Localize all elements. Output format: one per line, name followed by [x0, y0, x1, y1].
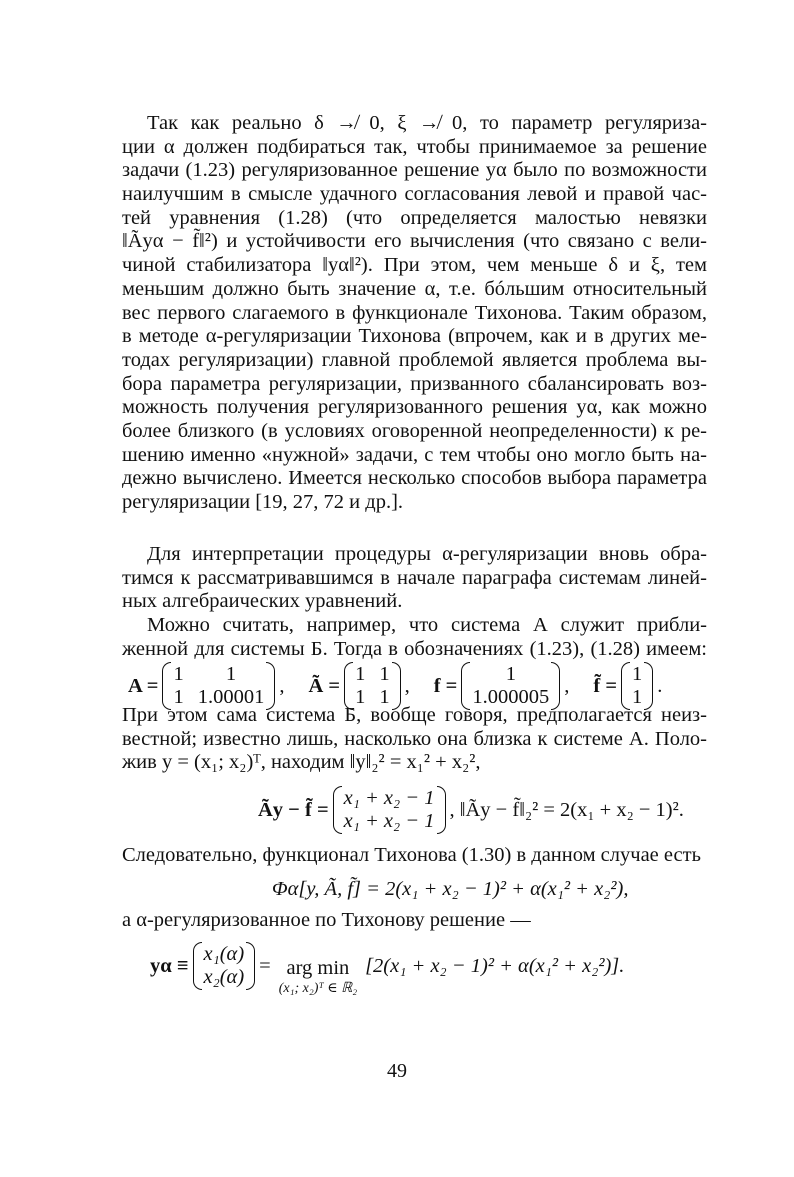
text-line: в методе α-регуляризации Тихонова (впрочем, как и в других ме-: [122, 325, 707, 348]
text-line: тей уравнения (1.28) (что определяется малостью невязки: [122, 206, 707, 229]
text-line: женной для системы Б. Тогда в обозначениях (1.23), (1.28) имеем:: [122, 637, 707, 660]
period: .: [657, 674, 663, 697]
residual-lhs: Ãy − f̃ =: [258, 798, 329, 821]
cell: 1: [173, 663, 184, 685]
cell: 1: [632, 663, 643, 685]
vector-f-tilde: [621, 662, 653, 710]
argmin: arg min: [286, 957, 350, 979]
comma: ,: [279, 674, 285, 697]
text-line: ции α должен подбираться так, чтобы принимаемое за решение: [122, 135, 707, 158]
text-line: жив y = (x₁; x₂)ᵀ, находим ‖y‖₂² = x₁² + x₂²,: [122, 751, 481, 774]
solution-vector: [193, 942, 256, 990]
text-line: регуляризации [19, 27, 72 и др.].: [122, 491, 404, 513]
matrix-A-tilde-label: Ã =: [308, 674, 341, 697]
cell: 1: [355, 686, 366, 708]
cell: x₁(α): [203, 943, 245, 965]
paragraph-example-systems: [122, 614, 707, 661]
solution-lhs: yα ≡: [150, 954, 189, 977]
tikhonov-functional: [272, 878, 628, 901]
text-line: меньшим должно быть значение α, т.е. бóльшим относительный: [122, 277, 707, 300]
text-line: Следовательно, функционал Тихонова (1.30) в данном случае есть: [122, 844, 701, 866]
cell: 1: [379, 686, 390, 708]
matrix-A-label: A =: [128, 674, 159, 697]
text-line: наилучшим в смысле удачного согласования левой и правой час-: [122, 183, 707, 206]
vector-f-tilde-label: f̃ =: [593, 674, 618, 697]
functional-formula: Φα[y, Ã, f̃] = 2(x₁ + x₂ − 1)² + α(x₁² + x₂²),: [272, 878, 629, 900]
paragraph-solution: [122, 909, 707, 933]
solution-rhs: [2(x₁ + x₂ − 1)² + α(x₁² + x₂²)].: [365, 954, 625, 977]
text-line: Для интерпретации процедуры α-регуляризации вновь обра-: [147, 543, 707, 565]
paragraph-functional: [122, 844, 707, 868]
text-line: Можно считать, например, что система А служит прибли-: [147, 614, 707, 636]
text-line: вес первого слагаемого в функционале Тихонова. Таким образом,: [122, 301, 707, 324]
cell: x₁ + x₂ − 1: [343, 787, 435, 809]
residual-equation: [258, 786, 684, 834]
argmin-subscript: (x₁; x₂)ᵀ ∈ ℝ₂: [278, 981, 358, 996]
vector-f-label: f =: [433, 674, 458, 697]
text-line: шению именно «нужной» задачи, с тем чтобы оно могло быть на-: [122, 443, 707, 466]
paragraph-regularization-parameter: [122, 112, 707, 515]
vector-f: [461, 662, 560, 710]
comma: ,: [404, 674, 410, 697]
cell: 1: [225, 663, 237, 685]
matrix-A: [162, 662, 275, 710]
cell: 1: [505, 663, 516, 685]
cell: 1.000005: [472, 686, 550, 708]
residual-vector: [333, 786, 446, 834]
cell: 1: [355, 663, 366, 685]
residual-norm: , ‖Ãy − f̃‖₂² = 2(x₁ + x₂ − 1)².: [449, 798, 684, 821]
text-line: тодах регуляризации) главной проблемой является проблема вы-: [122, 348, 707, 371]
matrices-equation: [128, 662, 662, 710]
cell: x₂(α): [203, 966, 245, 988]
text-line: ных алгебраических уравнений.: [122, 590, 403, 613]
cell: x₁ + x₂ − 1: [343, 810, 435, 832]
text-line: можность получения регуляризованного решения yα, как можно: [122, 396, 707, 419]
text-line: а α-регуляризованное по Тихонову решение —: [122, 909, 531, 931]
matrix-A-tilde: [344, 662, 401, 710]
cell: 1: [379, 663, 390, 685]
page-number: 49: [387, 1060, 407, 1082]
paragraph-system-b: [122, 704, 707, 775]
text-line: тимся к рассматривавшимся в начале параграфа системам линей-: [122, 566, 707, 589]
text-line: бора параметра регуляризации, призванного сбалансировать воз-: [122, 372, 707, 395]
text-line: дежно вычислено. Имеется несколько способов выбора параметра: [122, 467, 707, 490]
paragraph-interpretation: [122, 543, 707, 614]
text-line: более близкого (в условиях оговоренной неопределенности) к ре-: [122, 419, 707, 442]
text-line: Так как реально δ ↛ 0, ξ ↛ 0, то параметр регуляриза-: [147, 112, 707, 134]
text-line: задачи (1.23) регуляризованное решение yα было по возможности: [122, 159, 707, 182]
text-line: вестной; известно лишь, насколько она близка к системе А. Поло-: [122, 727, 707, 750]
text-line: При этом сама система Б, вообще говоря, предполагается неиз-: [122, 704, 707, 726]
cell: 1: [173, 686, 184, 708]
text-line: ‖Ãyα − f̃‖²) и устойчивости его вычисления (что связано с вели-: [122, 230, 707, 253]
text-line: чиной стабилизатора ‖yα‖²). При этом, чем меньше δ и ξ, тем: [122, 254, 707, 277]
equals: =: [259, 954, 271, 977]
comma: ,: [564, 674, 570, 697]
cell: 1: [632, 686, 643, 708]
solution-equation: [150, 935, 624, 997]
cell: 1.00001: [197, 686, 265, 708]
